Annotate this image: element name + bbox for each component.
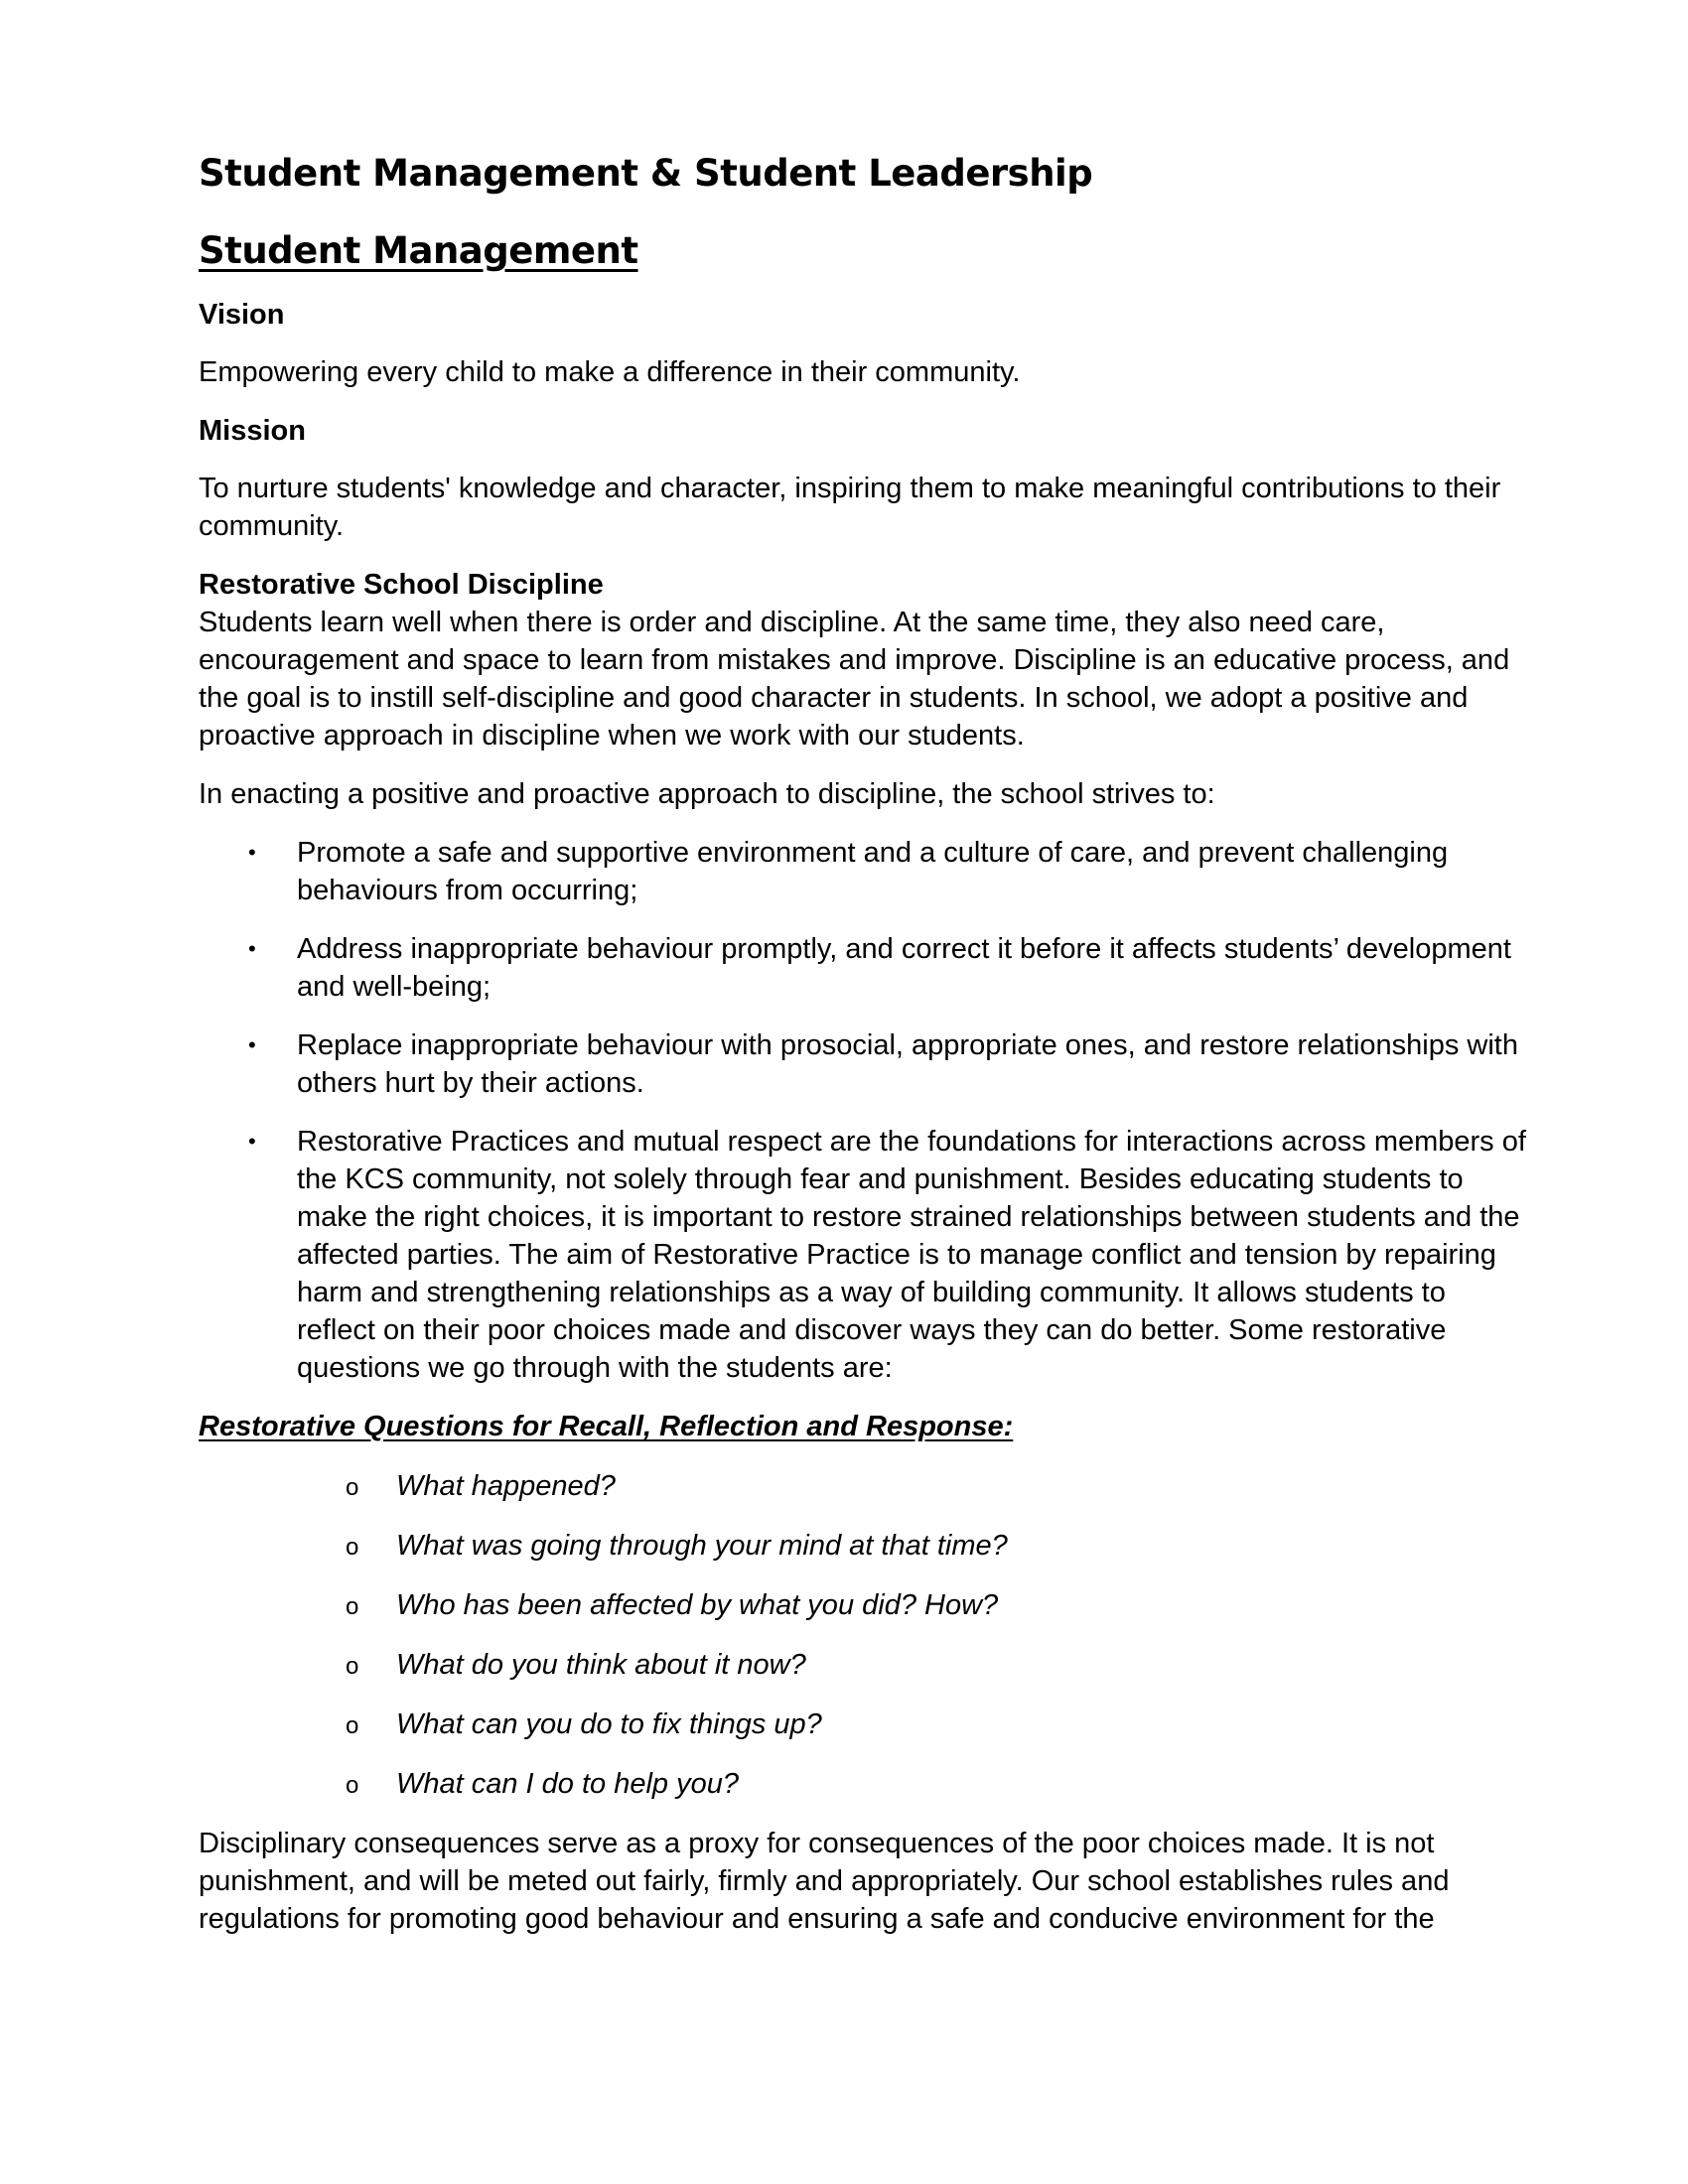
discipline-text: Students learn well when there is order and discipline. At the same time, they also need care, encouragement and space to learn from mistakes and improve. Discipline is an educative process, and the goal is to instill self-discipline and good character in students. In school, we adopt a positive and proactive approach in discipline when we work with our students. [199,607,1510,751]
list-item [199,1586,1529,1624]
question-text: What can I do to help you? [396,1768,739,1800]
list-item [199,1026,1529,1102]
questions-heading: Restorative Questions for Recall, Reflection and Response: [199,1411,1014,1442]
circle-bullet-icon: o [346,1534,359,1561]
consequences-text: Disciplinary consequences serve as a proxy for consequences of the poor choices made. It is not punishment, and will be meted out fairly, firmly and appropriately. Our school establishes rules and regulations for promoting good behaviour and ensuring a safe and conducive environment for the [199,1828,1450,1935]
bullet-icon: • [248,840,256,865]
question-text: What was going through your mind at that time? [396,1530,1008,1562]
list-item-text: Promote a safe and supportive environment and a culture of care, and prevent challenging behaviours from occurring; [297,837,1449,906]
circle-bullet-icon: o [346,1772,359,1799]
discipline-intro: In enacting a positive and proactive approach to discipline, the school strives to: [199,778,1215,810]
bullet-icon: • [248,1129,256,1154]
mission-text: To nurture students' knowledge and character, inspiring them to make meaningful contributions to their community. [199,473,1501,542]
list-item [199,1123,1529,1387]
list-item [199,1527,1529,1565]
list-item [199,930,1529,1006]
section-title: Student Management [199,229,638,272]
question-text: What happened? [396,1470,616,1502]
list-item [199,1646,1529,1684]
circle-bullet-icon: o [346,1593,359,1620]
document-page [199,149,1529,1959]
list-item [199,1467,1529,1505]
list-item [199,834,1529,909]
discipline-heading: Restorative School Discipline [199,569,604,601]
question-text: What do you think about it now? [396,1649,806,1681]
mission-heading: Mission [199,415,306,447]
list-item [199,1706,1529,1743]
bullet-icon: • [248,1032,256,1057]
document-title: Student Management & Student Leadership [199,152,1093,195]
list-item-text: Replace inappropriate behaviour with prosocial, appropriate ones, and restore relationships with others hurt by their actions. [297,1029,1518,1099]
question-text: What can you do to fix things up? [396,1708,822,1740]
list-item-text: Address inappropriate behaviour promptly, and correct it before it affects students’ development and well-being; [297,933,1511,1003]
discipline-bullet-list [199,834,1529,1387]
circle-bullet-icon: o [346,1712,359,1739]
list-item [199,1765,1529,1803]
circle-bullet-icon: o [346,1653,359,1680]
vision-heading: Vision [199,299,285,331]
circle-bullet-icon: o [346,1474,359,1501]
bullet-icon: • [248,936,256,961]
list-item-text: Restorative Practices and mutual respect are the foundations for interactions across members of the KCS community, not solely through fear and punishment. Besides educating students to make the right choices, it is important to restore strained relationships between students and the affected parties. The aim of Restorative Practice is to manage conflict and tension by repairing harm and strengthening relationships as a way of building community. It allows students to reflect on their poor choices made and discover ways they can do better. Some restorative questions we go through with the students are: [297,1126,1526,1384]
question-text: Who has been affected by what you did? How? [396,1589,999,1621]
vision-text: Empowering every child to make a difference in their community. [199,356,1021,388]
questions-list [199,1467,1529,1803]
